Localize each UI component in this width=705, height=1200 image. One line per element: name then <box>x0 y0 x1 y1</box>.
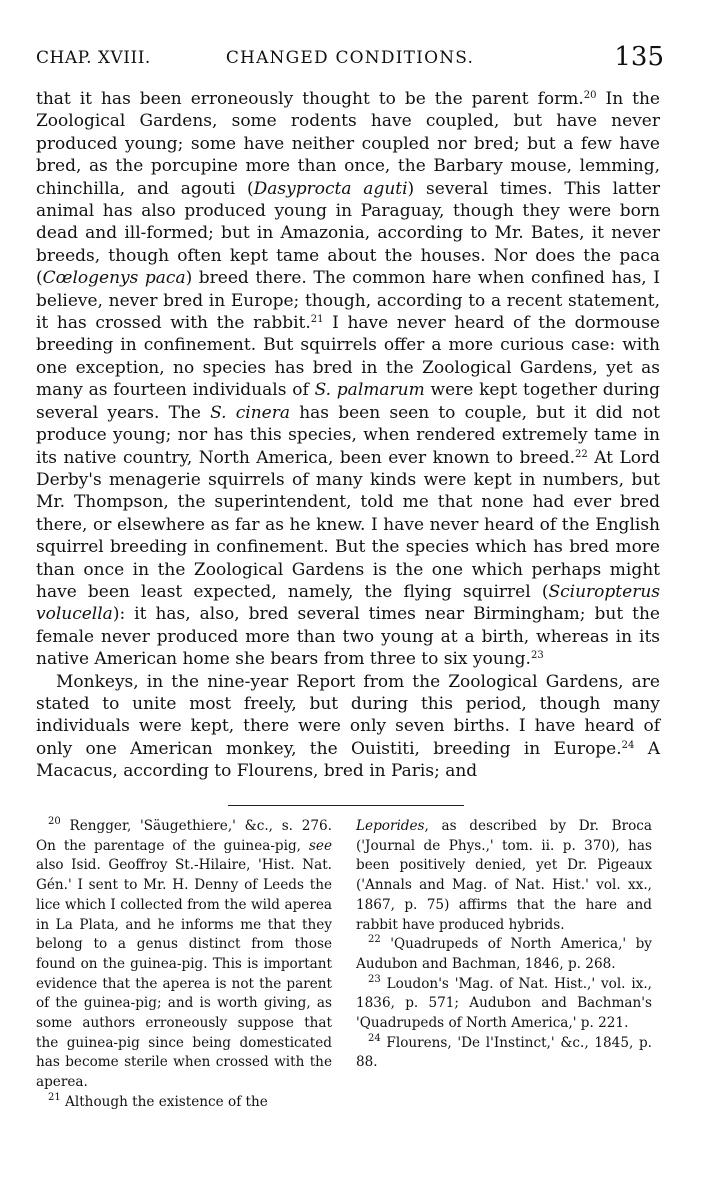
footnote-ref: 20 <box>583 90 597 101</box>
text-run: ): it has, also, bred several times near Birmingham; but the female never produced more than two young at a birth, whereas in its native American home she bears from three to six young. <box>36 604 660 670</box>
main-text <box>36 88 660 783</box>
footnote <box>36 1093 332 1113</box>
text-run: ) several times. This latter animal has also produced young in Paraguay, though they were born dead and ill-formed; but in Amazonia, according to Mr. Bates, it never breeds, though often kept tame about the houses. Nor does the paca ( <box>36 178 660 289</box>
body-paragraph <box>36 88 660 671</box>
footnote <box>36 817 332 1093</box>
footnote-ref: 21 <box>48 1091 61 1103</box>
footnote-ref: 23 <box>530 650 544 662</box>
footnote-ref: 22 <box>574 448 588 460</box>
footnote <box>356 1034 652 1073</box>
footnote-ref: 24 <box>621 739 635 751</box>
footnote <box>356 975 652 1034</box>
italic-text: Sciuropterus volucella <box>36 581 660 625</box>
footnote-ref: 24 <box>368 1032 381 1044</box>
text-run: Loudon's 'Mag. of Nat. Hist.,' vol. ix., 1836, p. 571; Audubon and Bachman's 'Quadrupeds of North America,' p. 221. <box>356 975 652 1032</box>
text-run: Flourens, 'De l'Instinct,' &c., 1845, p. 88. <box>356 1034 652 1071</box>
italic-text: Cœlogenys paca <box>42 268 186 289</box>
text-run: 'Quadrupeds of North America,' by Audubon and Bachman, 1846, p. 268. <box>356 936 652 972</box>
text-run: At Lord Derby's menagerie squirrels of many kinds were kept in numbers, but Mr. Thompson, the superintendent, told me that none had ever bred there, or elsewhere as far as he knew. I have never heard of the English squirrel breeding in confinement. But the species which has bred more than once in the Zoological Gardens is the one which perhaps might have been least expected, namely, the flying squirrel ( <box>36 447 661 602</box>
italic-text: S. cinera <box>210 402 291 423</box>
text-run: Although the existence of the <box>60 1093 268 1110</box>
footnote-ref: 21 <box>310 314 324 326</box>
text-run: , as described by Dr. Broca ('Journal de Phys.,' tom. ii. p. 370), has been positively denied, yet Dr. Pigeaux ('Annals and Mag. of Nat. Hist.' vol. xx., 1867, p. 75) affirms that the hare and rabbit have produced hybrids. <box>356 818 652 933</box>
chapter-label: CHAP. XVIII. <box>36 48 151 68</box>
text-run: were kept together during several years. The <box>36 380 660 423</box>
text-run: ) breed there. The common hare when confined has, I believe, never bred in Europe; though, according to a recent statement, it has crossed with the rabbit. <box>36 268 660 334</box>
text-run: I have never heard of the dormouse breeding in confinement. But squirrels offer a more curious case: with one exception, no species has bred in the Zoological Gardens, yet as many as fourteen individuals of <box>36 313 660 401</box>
italic-text: Leporides <box>356 818 425 834</box>
text-run: A Macacus, according to Flourens, bred in Paris; and <box>36 738 660 782</box>
footnote <box>356 935 652 974</box>
italic-text: Dasyprocta aguti <box>253 178 408 199</box>
text-run: Rengger, 'Säugethiere,' &c., s. 276. On the parentage of the guinea-pig, <box>36 818 332 854</box>
text-run: has been seen to couple, but it did not produce young; nor has this species, when rendered extremely tame in its native country, North America, been ever known to breed. <box>36 402 661 468</box>
footnote-continuation <box>356 817 652 935</box>
footnote-ref: 22 <box>368 934 381 946</box>
footnote-divider <box>228 805 464 806</box>
italic-text: see <box>308 837 332 854</box>
page-number: 135 <box>614 42 664 72</box>
text-run: also Isid. Geoffroy St.-Hilaire, 'Hist. Nat. Gén.' I sent to Mr. H. Denny of Leeds the lice which I collected from the wild aperea in La Plata, and he informs me that they belong to a genus distinct from those found on the guinea-pig. This is important evidence that the aperea is not the parent of the guinea-pig; and is worth giving, as some authors erroneously suppose that the guinea-pig since being domesticated has become sterile when crossed with the aperea. <box>36 857 332 1091</box>
body-paragraph <box>36 671 660 783</box>
running-header <box>36 42 664 82</box>
text-run: that it has been erroneously thought to be the parent form. <box>36 89 584 109</box>
text-run: Monkeys, in the nine-year Report from the Zoological Gardens, are stated to unite most freely, but during this period, though many individuals were kept, there were only seven births. I have heard of only one American monkey, the Ouistiti, breeding in Europe. <box>36 671 660 759</box>
footnote-column-left <box>36 817 332 1113</box>
text-run: In the Zoological Gardens, some rodents have coupled, but have never produced young; some have neither coupled nor bred; but a few have bred, as the porcupine more than once, the Barbary mouse, lemming, chinchilla, and agouti ( <box>36 89 660 199</box>
footnote-column-right <box>356 817 652 1073</box>
footnote-ref: 23 <box>368 973 381 985</box>
running-title: CHANGED CONDITIONS. <box>225 48 475 68</box>
italic-text: S. palmarum <box>314 380 425 401</box>
footnote-ref: 20 <box>48 816 61 827</box>
